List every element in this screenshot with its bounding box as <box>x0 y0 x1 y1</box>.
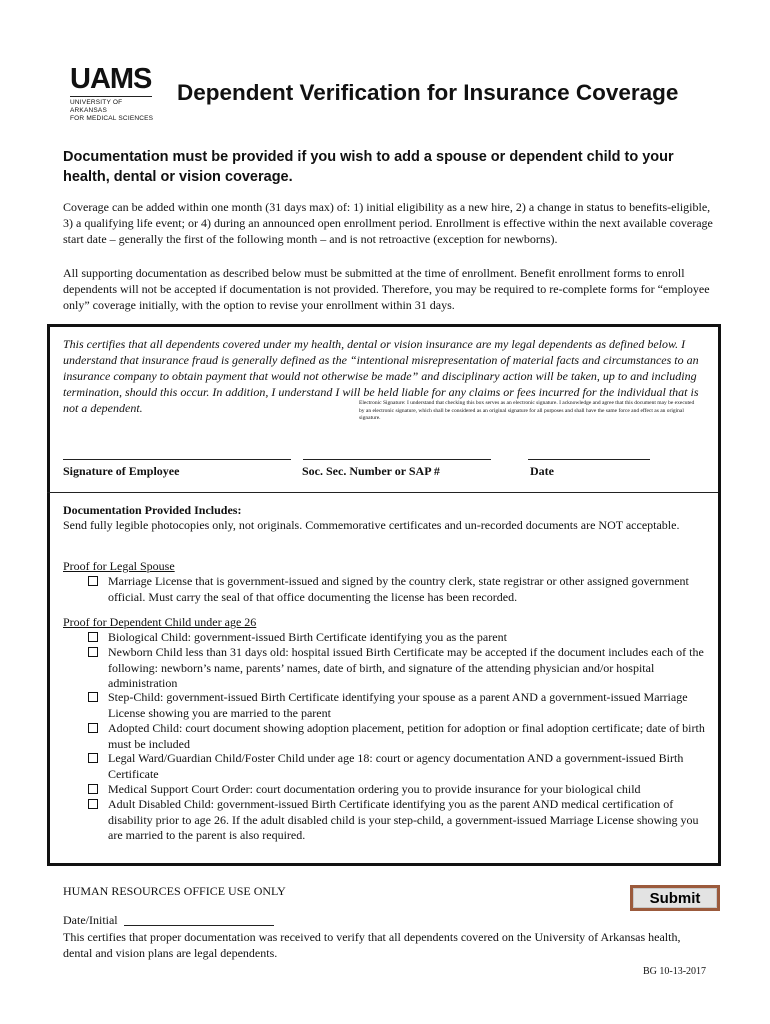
spouse-heading: Proof for Legal Spouse <box>63 559 175 573</box>
signature-of-employee-label: Signature of Employee <box>63 464 180 478</box>
logo-line-2: FOR MEDICAL SCIENCES <box>70 115 154 122</box>
date-initial-label: Date/Initial <box>63 913 118 927</box>
child-item-biological: Biological Child: government-issued Birth Certificate identifying you as the parent <box>108 630 507 644</box>
child-item-step-child: Step-Child: government-issued Birth Certificate identifying your spouse as a parent AND a government-issued Marriage License showing you are married to the parent <box>108 690 688 720</box>
child-item-legal-ward: Legal Ward/Guardian Child/Foster Child under age 18: court or agency documentation AND a government-issued Birth Certificate <box>108 751 684 781</box>
child-heading: Proof for Dependent Child under age 26 <box>63 615 257 629</box>
hr-office-label: HUMAN RESOURCES OFFICE USE ONLY <box>63 884 286 898</box>
esignature-note[interactable]: Electronic Signature: I understand that checking this box serves as an electronic signature. I acknowledge and agree that this document may be executed by an electronic signature, which shall be considered as an original signature for all purposes and shall have the same force and effect as an original signature. <box>359 400 695 421</box>
date-label: Date <box>530 464 554 478</box>
child-item-medical-support: Medical Support Court Order: court documentation ordering you to provide insurance for your biological child <box>108 782 641 796</box>
ssn-label: Soc. Sec. Number or SAP # <box>302 464 440 478</box>
certification-text: This certifies that all dependents covered under my health, dental or vision insurance are my legal dependents as defined below. I understand that insurance fraud is generally defined as the “intentional misrepresentation of material facts and circumstances to an insurance company to obtain payment that would not otherwise be made” and disciplinary action will be taken, up to and including termination, should this occur. In addition, I understand I will be held liable for any claims or fees incurred for the individual that is not a dependent. <box>63 337 699 415</box>
checkbox-marriage-license[interactable] <box>88 576 98 586</box>
checkbox-biological-child[interactable] <box>88 632 98 642</box>
hr-certification-text: This certifies that proper documentation was received to verify that all dependents covered on the University of Arkansas health, dental and vision plans are legal dependents. <box>63 930 681 960</box>
documentation-note: Send fully legible photocopies only, not originals. Commemorative certificates and un-recorded documents are NOT acceptable. <box>63 518 680 532</box>
checkbox-adopted-child[interactable] <box>88 723 98 733</box>
logo-rule <box>70 96 152 97</box>
uams-logo <box>70 64 154 123</box>
checkbox-newborn-child[interactable] <box>88 647 98 657</box>
child-item-adopted: Adopted Child: court document showing adoption placement, petition for adoption or final adoption certificate; date of birth must be included <box>108 721 705 751</box>
form-code: BG 10-13-2017 <box>643 966 707 977</box>
checkbox-legal-ward[interactable] <box>88 753 98 763</box>
child-item-newborn: Newborn Child less than 31 days old: hospital issued Birth Certificate may be accepted if the document includes each of the following: newborn’s name, parents’ names, date of birth, and signature of the attending physician and/or hospital administration <box>108 645 704 690</box>
logo-name: UAMS <box>70 63 152 95</box>
intro-paragraph-1: Coverage can be added within one month (31 days max) of: 1) initial eligibility as a new hire, 2) a change in status to benefits-eligible, 3) a qualifying life event; or 4) during an announced open enrollment period. Enrollment is effective within the next available coverage start date – generally the first of the following month – and is not retroactive (exception for newborns). <box>63 200 713 246</box>
submit-label: Submit <box>633 888 717 908</box>
date-line[interactable] <box>528 459 650 460</box>
date-initial-line[interactable] <box>124 925 274 926</box>
employee-signature-line[interactable] <box>63 459 291 460</box>
checkbox-step-child[interactable] <box>88 692 98 702</box>
page-title: Dependent Verification for Insurance Coverage <box>177 80 679 105</box>
intro-paragraph-2: All supporting documentation as described below must be submitted at the time of enrollment. Benefit enrollment forms to enroll dependents will not be accepted if documentation is not provided. Therefore, you may be required to re-complete forms for “employee only” coverage initially, with the option to revise your enrollment within 31 days. <box>63 266 710 312</box>
checkbox-medical-support-order[interactable] <box>88 784 98 794</box>
logo-line-1: UNIVERSITY OF ARKANSAS <box>70 99 123 114</box>
child-item-adult-disabled: Adult Disabled Child: government-issued Birth Certificate identifying you as the parent AND medical certification of disability prior to age 26. If the adult disabled child is your step-child, a government-issued Marriage License showing you are married to the parent is also required. <box>108 797 699 842</box>
headline: Documentation must be provided if you wish to add a spouse or dependent child to your health, dental or vision coverage. <box>63 149 674 185</box>
submit-button[interactable] <box>630 885 720 911</box>
documentation-heading: Documentation Provided Includes: <box>63 503 242 517</box>
ssn-line[interactable] <box>303 459 491 460</box>
date-initial-field <box>63 913 274 928</box>
checkbox-adult-disabled-child[interactable] <box>88 799 98 809</box>
spouse-item-marriage-license: Marriage License that is government-issued and signed by the country clerk, state registrar or other assigned government official. Must carry the seal of that office documenting the license has been recorded. <box>108 574 689 604</box>
section-divider <box>47 492 718 493</box>
